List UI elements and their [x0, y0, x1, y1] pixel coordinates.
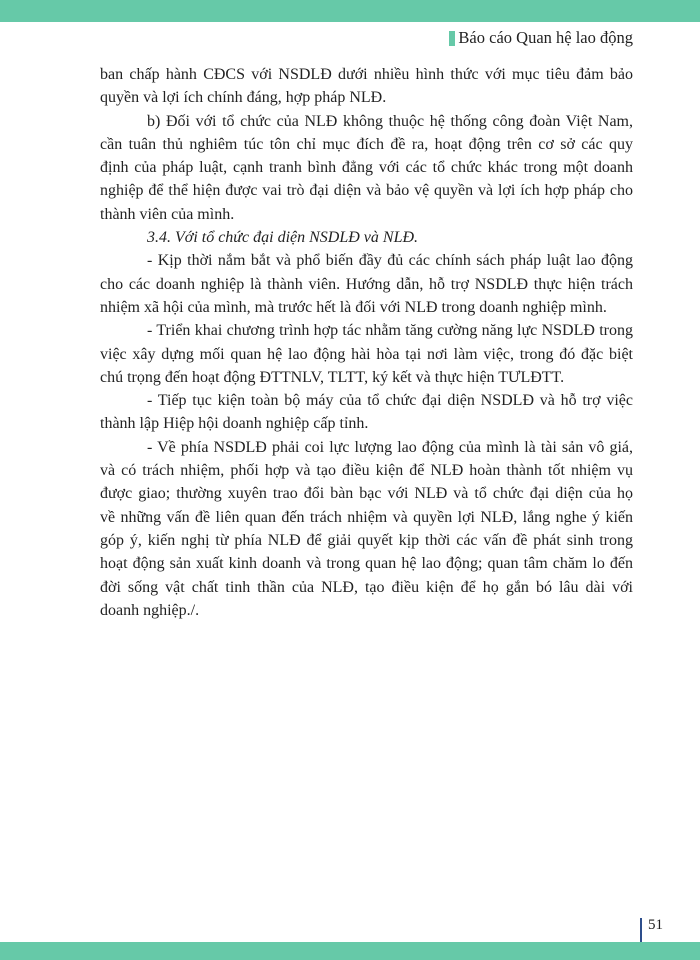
paragraph [100, 389, 633, 436]
text-line: - Kịp thời nắm bắt và phổ biến đầy đủ các chính sách pháp luật lao động [147, 252, 633, 270]
text-line: nghiệp để thể hiện được vai trò đại diện và bảo vệ quyền và lợi ích hợp pháp cho [100, 182, 633, 200]
text-line: việc xây dựng mối quan hệ lao động hài hòa tại nơi làm việc, trong đó đặc biệt [100, 345, 633, 363]
header-title: Báo cáo Quan hệ lao động [458, 28, 633, 47]
bottom-accent-bar [0, 942, 700, 960]
text-line: ban chấp hành CĐCS với NSDLĐ dưới nhiều hình thức với mục tiêu đảm bảo [100, 66, 633, 83]
running-header [449, 28, 633, 48]
text-line: 3.4. Với tổ chức đại diện NSDLĐ và NLĐ. [147, 229, 419, 247]
text-line: - Tiếp tục kiện toàn bộ máy của tổ chức đại diện NSDLĐ và hỗ trợ việc [147, 392, 633, 410]
text-line: hoạt động sản xuất kinh doanh và trong quan hệ lao động; quan tâm chăm lo đến [100, 555, 633, 573]
text-line: - Về phía NSDLĐ phải coi lực lượng lao động của mình là tài sản vô giá, [147, 438, 633, 456]
paragraph [100, 249, 633, 319]
document-body [100, 63, 633, 622]
text-line: và có trách nhiệm, phối hợp và tạo điều kiện để NLĐ hoàn thành tốt nhiệm vụ [100, 462, 633, 480]
text-line: thành viên của mình. [100, 205, 235, 223]
text-line: cần tuân thủ nghiêm túc tôn chỉ mục đích đề ra, hoạt động trên cơ sở các quy [100, 135, 633, 153]
paragraph [100, 436, 633, 622]
top-accent-bar [0, 0, 700, 22]
text-line: về những vấn đề liên quan đến trách nhiệm và quyền lợi NLĐ, lắng nghe ý kiến [100, 508, 633, 526]
text-line: chú trọng đến hoạt động ĐTTNLV, TLTT, ký kết và thực hiện TƯLĐTT. [100, 368, 565, 386]
paragraph [100, 319, 633, 389]
section-heading [100, 226, 633, 249]
text-line: cho các doanh nghiệp là thành viên. Hướng dẫn, hỗ trợ NSDLĐ thực hiện trách [100, 275, 633, 293]
text-line: định của pháp luật, cạnh tranh bình đẳng với các tổ chức khác trong một doanh [100, 159, 633, 177]
text-line: quyền và lợi ích chính đáng, hợp pháp NLĐ. [100, 89, 387, 107]
header-marker-icon [449, 31, 455, 46]
text-line: b) Đối với tổ chức của NLĐ không thuộc hệ thống công đoàn Việt Nam, [147, 112, 633, 130]
paragraph [100, 110, 633, 226]
text-line: đời sống vật chất tinh thần của NLĐ, tạo điều kiện để họ gắn bó lâu dài với [100, 578, 633, 596]
text-line: doanh nghiệp./. [100, 601, 200, 619]
text-line: được giao; thường xuyên trao đổi bàn bạc với NLĐ và tổ chức đại diện của họ [100, 485, 633, 503]
text-line: nhiệm xã hội của mình, mà trước hết là đối với NLĐ trong doanh nghiệp mình. [100, 298, 607, 316]
text-line: - Triển khai chương trình hợp tác nhằm tăng cường năng lực NSDLĐ trong [147, 322, 633, 340]
text-line: góp ý, kiến nghị từ phía NLĐ để giải quyết kịp thời các vấn đề phát sinh trong [100, 531, 633, 549]
paragraph [100, 63, 633, 110]
text-line: thành lập Hiệp hội doanh nghiệp cấp tỉnh. [100, 415, 369, 433]
page-number: 51 [648, 917, 663, 933]
